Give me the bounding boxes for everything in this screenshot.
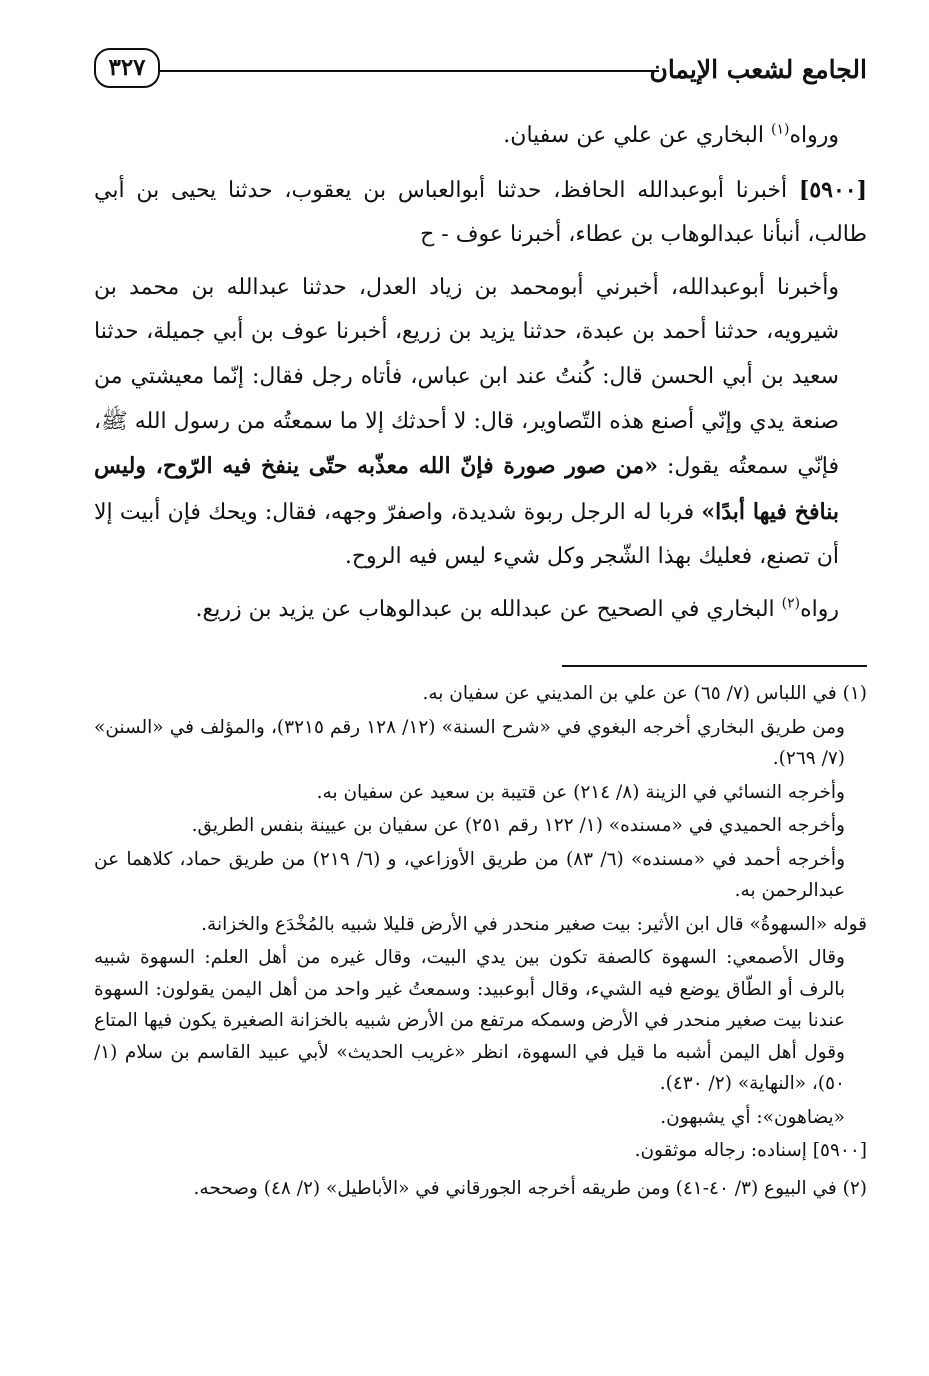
footnote-1-note-a: ومن طريق البخاري أخرجه البغوي في «شرح السنة» (١٢/ ١٢٨ رقم ٣٢١٥)، والمؤلف في «السنن» (٧/ ٢٦٩). bbox=[94, 716, 845, 769]
footnote-isnad: [٥٩٠٠] إسناده: رجاله موثقون. bbox=[634, 1140, 867, 1161]
hadith-quote: «من صور صورة فإنّ الله معذّبه حتّى ينفخ فيه الرّوح، وليس بنافخ فيها أبدًا» bbox=[94, 453, 839, 525]
footnote-2: (٢) في البيوع (٣/ ٤٠-٤١) ومن طريقه أخرجه الجورقاني في «الأباطيل» (٢/ ٤٨) وصححه. bbox=[193, 1177, 867, 1199]
footnote-1-note-c: وأخرجه الحميدي في «مسنده» (١/ ١٢٢ رقم ٢٥١) عن سفيان بن عيينة بنفس الطريق. bbox=[191, 815, 845, 836]
narration-2 bbox=[94, 588, 867, 633]
footnote-marker-2: (٢) bbox=[781, 595, 801, 612]
hadith-chain-1-text: أخبرنا أبوعبدالله الحافظ، حدثنا أبوالعباس بن يعقوب، حدثنا يحيى بن أبي طالب، أنبأنا عبدالوهاب بن عطاء، أخبرنا عوف - ح bbox=[94, 177, 867, 248]
main-text bbox=[94, 114, 867, 642]
narration-1-lead: ورواه bbox=[789, 123, 839, 148]
narration-2-text: البخاري في الصحيح عن عبدالله بن عبدالوهاب عن يزيد بن زريع. bbox=[195, 596, 782, 622]
footnote-separator bbox=[562, 665, 867, 667]
footnote-gloss-yudahun: «يضاهون»: أي يشبهون. bbox=[660, 1106, 845, 1128]
page-number: ٣٢٧ bbox=[94, 48, 160, 88]
header-rule bbox=[160, 70, 659, 72]
footnote-gloss-asmai: وقال الأصمعي: السهوة كالصفة تكون بين يدي البيت، وقال غيره من أهل العلم: السهوة شبيه بالرف أو الطّاق يوضع فيه الشيء، وقال أبوعبيد: وسمعتُ غير واحد من أهل اليمن يقولون: السهوة عندنا بيت صغير منحدر في الأرض وسمكه مرتفع من الأرض شبيه بالخزانة الصغيرة يكون فيها المتاع وقول أهل اليمن أشبه ما قيل في السهوة، انظر «غريب الحديث» لأبي عبيد القاسم بن سلام (١/ ٥٠)، «النهاية» (٢/ ٤٣٠). bbox=[94, 947, 845, 1094]
hadith-chain-2 bbox=[94, 266, 867, 580]
footnote-1-note-d: وأخرجه أحمد في «مسنده» (٦/ ٨٣) من طريق الأوزاعي، و (٦/ ٢١٩) من طريق حماد، كلاهما عن عبدالرحمن به. bbox=[94, 848, 846, 901]
footnotes bbox=[94, 678, 867, 1206]
footnote-1: (١) في اللباس (٧/ ٦٥) عن علي بن المديني عن سفيان به. bbox=[422, 683, 867, 704]
hadith-number: [٥٩٠٠] bbox=[798, 176, 867, 203]
narration-1-text: البخاري عن علي عن سفيان. bbox=[503, 123, 772, 148]
hadith-chain-2-text: وأخبرنا أبوعبدالله، أخبرني أبومحمد بن زياد العدل، حدثنا عبدالله بن محمد بن شيرويه، حدثنا أحمد بن عبدة، حدثنا يزيد بن زريع، أخبرنا عوف بن أبي جميلة، حدثنا سعيد بن أبي الحسن قال: كُنتُ عند ابن عباس، فأتاه رجل فقال: إنّما معيشتي من صنعة يدي وإنّي أصنع هذه التّصاوير، قال: لا أحدثك إلا ما سمعتُه من رسول الله ﷺ، فإنّي سمعتُه يقول: bbox=[94, 274, 839, 480]
footnote-marker-1: (١) bbox=[771, 121, 790, 138]
footnote-gloss-sahwa: قوله «السهوةُ» قال ابن الأثير: بيت صغير منحدر في الأرض قليلا شبيه بالمُخْدَع والخزانة. bbox=[201, 913, 867, 935]
page-header bbox=[94, 40, 867, 100]
narration-1 bbox=[94, 114, 867, 159]
running-title: الجامع لشعب الإيمان bbox=[649, 55, 867, 84]
hadith-tail: فربا له الرجل ربوة شديدة، واصفرّ وجهه، فقال: ويحك فإن أبيت إلا أن تصنع، فعليك بهذا الشّجر وكل شيء ليس فيه الروح. bbox=[94, 499, 839, 570]
narration-2-lead: رواه bbox=[800, 596, 839, 622]
hadith-chain-1 bbox=[94, 168, 867, 258]
footnote-1-note-b: وأخرجه النسائي في الزينة (٨/ ٢١٤) عن قتيبة بن سعيد عن سفيان به. bbox=[316, 781, 845, 803]
